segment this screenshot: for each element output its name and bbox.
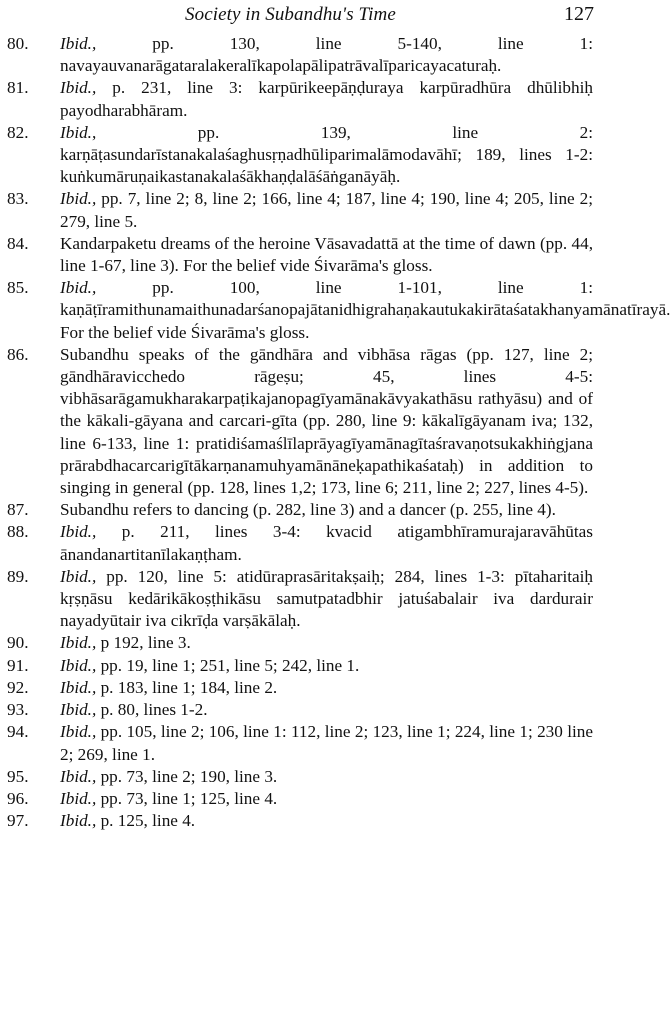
note-ibid: Ibid., [60, 766, 97, 786]
note-text [60, 499, 593, 521]
endnote [7, 632, 593, 654]
note-text [60, 766, 593, 788]
note-number: 89. [7, 566, 29, 586]
note-ibid: Ibid. [60, 122, 92, 142]
note-body: p. 125, line 4. [96, 811, 196, 831]
endnote [7, 233, 593, 277]
note-body: p 192, line 3. [96, 633, 191, 653]
endnote [7, 277, 670, 344]
page-header [0, 4, 600, 30]
note-body: pp. 19, line 1; 251, line 5; 242, line 1. [96, 655, 360, 675]
note-text [60, 677, 593, 699]
note-ibid: Ibid., [60, 700, 97, 720]
note-body: pp. 100, line 1-101, line 1: kaṇāṭīramithunamaithunadarśanopajātanidhigrahaṇakautukakirātaśatakhanyamānatīrayā. For the belief vide Śivarāma's gloss. [60, 278, 670, 342]
note-number: 91. [7, 655, 29, 675]
note-body: pp. 73, line 2; 190, line 3. [96, 766, 278, 786]
endnote [7, 188, 593, 232]
note-text [60, 344, 593, 499]
note-number: 88. [7, 522, 29, 542]
running-head: Society in Subandhu's Time [185, 4, 396, 25]
endnote [7, 677, 593, 699]
note-text [60, 788, 593, 810]
note-text [60, 521, 593, 565]
note-ibid: Ibid., [60, 522, 97, 542]
note-ibid: Ibid., [60, 811, 97, 831]
note-body: pp. 73, line 1; 125, line 4. [96, 788, 278, 808]
note-ibid: Ibid., [60, 34, 97, 53]
note-text [60, 277, 670, 344]
note-number: 87. [7, 500, 29, 520]
note-number: 85. [7, 278, 29, 298]
note-body: p. 211, lines 3-4: kvacid atigambhīramurajaravāhūtas ānandanartitanīlakaṇṭham. [60, 522, 593, 564]
note-number: 86. [7, 344, 29, 364]
note-number: 95. [7, 766, 29, 786]
page-number: 127 [564, 3, 594, 25]
note-ibid: Ibid., [60, 278, 97, 298]
note-ibid: Ibid., [60, 189, 97, 209]
note-text [60, 721, 593, 765]
note-body: p. 183, line 1; 184, line 2. [96, 677, 278, 697]
note-body: p. 80, lines 1-2. [96, 700, 208, 720]
note-text [60, 188, 593, 232]
note-number: 97. [7, 811, 29, 831]
note-text [60, 810, 593, 832]
endnote [7, 499, 593, 521]
endnote [7, 766, 593, 788]
endnotes-list [7, 33, 670, 832]
note-number: 90. [7, 633, 29, 653]
note-text [60, 655, 593, 677]
endnote [7, 521, 593, 565]
note-body: , pp. 139, line 2: karṇāṭasundarīstanakalaśaghusṛṇadhūliparimalāmodavāhī; 189, lines 1-2: kuṅkumāruṇaikastanakalaśākhaṇḍalāśāṅganāyāḥ. [60, 122, 593, 187]
endnote [7, 721, 593, 765]
note-body: Kandarpaketu dreams of the heroine Vāsavadattā at the time of dawn (pp. 44, line 1-67, line 3). For the belief vide Śivarāma's gloss. [60, 233, 593, 276]
endnote [7, 33, 593, 77]
note-body: pp. 120, line 5: atidūraprasāritakṣaiḥ; 284, lines 1-3: pītaharitaiḥ kṛṣṇāsu kedārikākoṣṭhikāsu samutpatadbhir jatuśabalair iva dardurair nayadyūtair iva cikrīḍa varṣākālaḥ. [60, 566, 593, 631]
note-text [60, 233, 593, 277]
note-ibid: Ibid., [60, 78, 97, 98]
note-ibid: Ibid., [60, 722, 97, 742]
endnote [7, 122, 593, 189]
note-text [60, 699, 593, 721]
note-body: pp. 7, line 2; 8, line 2; 166, line 4; 187, line 4; 190, line 4; 205, line 2; 279, line 5. [60, 189, 593, 231]
note-ibid: Ibid., [60, 677, 97, 697]
note-number: 84. [7, 233, 29, 253]
note-text [60, 566, 593, 633]
note-ibid: Ibid., [60, 633, 97, 653]
note-ibid: Ibid., [60, 788, 97, 808]
note-ibid: Ibid., [60, 566, 97, 586]
note-number: 92. [7, 677, 29, 697]
note-body: p. 231, line 3: karpūrikeepāṇḍuraya karpūradhūra dhūlibhiḥ payodharabhāram. [60, 78, 593, 120]
endnote [7, 810, 593, 832]
endnote [7, 77, 593, 121]
note-text [60, 77, 593, 121]
endnote [7, 655, 593, 677]
endnote [7, 344, 593, 499]
note-number: 96. [7, 788, 29, 808]
note-number: 83. [7, 189, 29, 209]
note-body: pp. 130, line 5-140, line 1: navayauvanarāgataralakeralīkapolapālipatrāvalīparicayacaturaḥ. [60, 34, 593, 76]
note-number: 81. [7, 78, 29, 98]
note-number: 80. [7, 34, 29, 53]
endnote [7, 699, 593, 721]
note-body: Subandhu speaks of the gāndhāra and vibhāsa rāgas (pp. 127, line 2; gāndhāravicchedo rāgeṣu; 45, lines 4-5: vibhāsarāgamukharakarpaṭikajanopagīyamānakāvyakathāsu rathyāsu) and of the kākali-gāyana and carcari-gīta (pp. 280, line 9: kākalīgāyanam iva; 132, line 6-133, line 1: pratidiśamaślīlaprāyagīyamānagītaśravaṇotsukakhiṅgjana prārabdhacarcarigītākarṇanamuhyamānāneḳapathikaśataḥ) in addition to singing in general (pp. 128, lines 1,2; 173, line 6; 211, line 2; 227, lines 4-5). [60, 344, 593, 498]
endnote [7, 788, 593, 810]
endnote [7, 566, 593, 633]
note-number: 94. [7, 722, 29, 742]
note-text [60, 122, 593, 189]
note-text [60, 632, 593, 654]
note-ibid: Ibid., [60, 655, 97, 675]
note-body: Subandhu refers to dancing (p. 282, line 3) and a dancer (p. 255, line 4). [60, 500, 556, 520]
note-number: 93. [7, 700, 29, 720]
note-text [60, 33, 593, 77]
note-body: pp. 105, line 2; 106, line 1: 112, line 2; 123, line 1; 224, line 1; 230 line 2; 269, line 1. [60, 722, 593, 764]
note-number: 82. [7, 122, 29, 142]
